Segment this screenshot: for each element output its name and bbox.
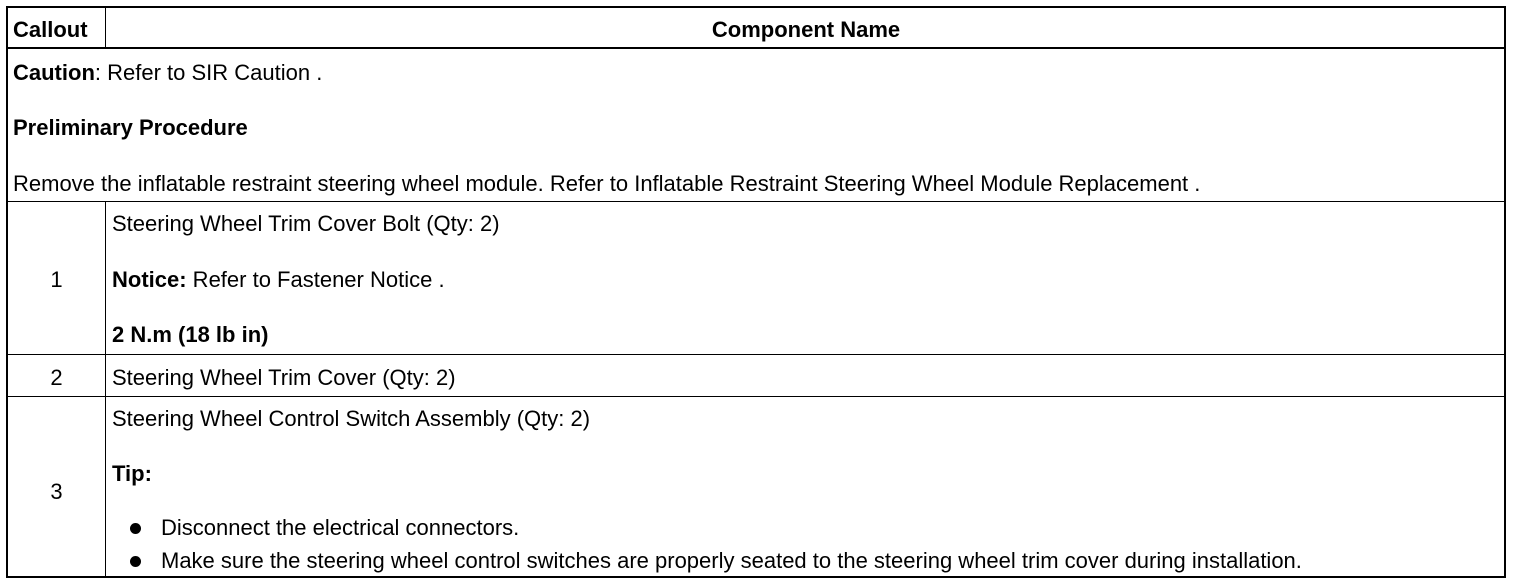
callout-1: 1 <box>50 267 63 292</box>
caution-label: Caution <box>13 60 95 85</box>
component-table <box>6 6 1506 578</box>
bullet-icon <box>130 556 141 567</box>
row3-name: Steering Wheel Control Switch Assembly (Qty: 2) <box>112 406 591 431</box>
header-divider <box>105 8 106 48</box>
callout-column-divider <box>105 201 106 577</box>
tip-label: Tip: <box>112 461 152 486</box>
bullet-icon <box>130 523 141 534</box>
row1-name: Steering Wheel Trim Cover Bolt (Qty: 2) <box>112 211 500 236</box>
row2-bottom-rule <box>8 396 1504 397</box>
caution-text: : Refer to SIR Caution . <box>94 60 323 85</box>
tip-item: Disconnect the electrical connectors. <box>161 515 520 540</box>
notice-text: Refer to Fastener Notice . <box>186 267 445 292</box>
tip-item: Make sure the steering wheel control switches are properly seated to the steering wheel trim cover during installation. <box>161 548 1302 573</box>
callout-3: 3 <box>50 479 63 504</box>
remove-instruction: Remove the inflatable restraint steering wheel module. Refer to Inflatable Restraint Steering Wheel Module Replacement . <box>13 171 1201 196</box>
header-bottom-rule <box>8 47 1504 49</box>
header-component-name: Component Name <box>711 17 901 42</box>
preliminary-heading: Preliminary Procedure <box>13 115 248 140</box>
preface-bottom-rule <box>8 201 1504 202</box>
row1-notice <box>112 267 445 293</box>
row2-name: Steering Wheel Trim Cover (Qty: 2) <box>112 365 456 390</box>
notice-label: Notice: <box>112 267 187 292</box>
callout-2: 2 <box>50 365 63 390</box>
row1-bottom-rule <box>8 354 1504 355</box>
row1-torque: 2 N.m (18 lb in) <box>112 322 269 347</box>
header-callout: Callout <box>13 17 88 42</box>
caution-line <box>13 60 322 86</box>
